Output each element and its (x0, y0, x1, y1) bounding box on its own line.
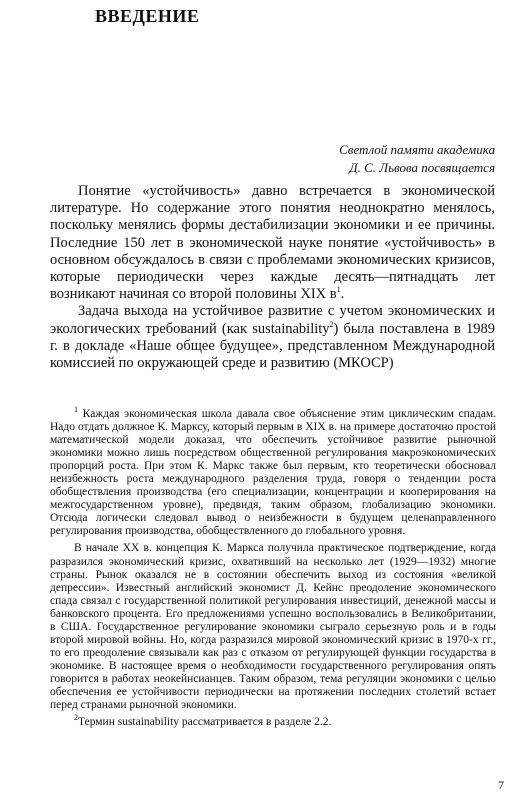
paragraph-1-end: . (340, 286, 345, 303)
footnote-ref-2: 2 (329, 319, 334, 329)
paragraph-2 (50, 303, 495, 372)
paragraph-1 (50, 183, 495, 303)
footnote-ref-1: 1 (336, 285, 341, 295)
dedication-line-1: Светлой памяти академика (339, 142, 495, 157)
footnote-2-text: Термин sustainability рассматривается в разделе 2.2. (78, 716, 332, 729)
chapter-heading: ВВЕДЕНИЕ (95, 6, 200, 26)
paragraph-1-text: Понятие «устойчивость» давно встречается в экономической литературе. Но содержание этого понятия неоднократно менялось, поскольку менялись формы дестабилизации экономики и ее причины. Последние 150 лет в экономической науке понятие «устойчивость» в основном обсуждалось в связи с проблемами экономических кризисов, которые периодически через каждые десять—пятнадцать лет возникают начиная со второй половины XIX в (50, 183, 495, 303)
footnote-1-para-1-text: Каждая экономическая школа давала свое объяснение этим циклическим спадам. Надо отдать должное К. Марксу, который первым в XIX в. на примере достаточно простой математической модели доказал, что обеспечить устойчивое развитие рыночной экономики можно лишь посредством общественной регулирования макроэкономических пропорций роста. При этом К. Маркс также был первым, кто теоретически обосновал неизбежность роста международного разделения труда, говоря о тенденции роста обобществления производства (его специализации, концентрации и кооперирования на межгосударственном уровне), предвидя, таким образом, глобализацию экономики. Отсюда логически следовал вывод о неизбежности в будущем целенаправленного регулирования производства, обобществленного до глобального уровня. (50, 408, 497, 538)
footnote-2-marker: 2 (74, 713, 78, 723)
dedication (295, 141, 495, 177)
page-number: 7 (498, 778, 504, 792)
paragraph-2-start: Задача выхода на устойчивое развитие с учетом экономических и экологических требований (как sustainability (50, 303, 495, 337)
dedication-line-2: Д. С. Львова посвящается (349, 160, 495, 175)
paragraph-2-end: ) была поставлена в 1989 г. в докладе «Наше общее будущее», представленном Международной комиссией по окружающей среде и развитию (МКОСР) (50, 320, 495, 372)
footnote-1-marker: 1 (74, 405, 78, 415)
footnote-1-para-1 (50, 405, 497, 538)
footnotes-section (50, 405, 497, 733)
footnote-1-para-2: В начале XX в. концепция К. Маркса получила практическое подтверждение, когда разразился экономический кризис, охвативший на несколько лет (1929—1932) многие страны. Рынок оказался не в состоянии обеспечить выход из состояния «великой депрессии». Известный английский экономист Д. Кейнс преодоление экономического спада связал с государственной политикой регулирования инвестиций, денежной массы и банковского процента. Его предложениями успешно воспользовались в Великобритании, в США. Государственное регулирование экономики сыграло серьезную роль и в годы второй мировой войны. Но, когда разразился мировой экономический кризис в 1970-х гг., то его преодоление связывали как раз с отказом от регулирующей функции государства в экономике. В настоящее время о необходимости государственного регулирования опять говорится в работах неокейнсианцев. Таким образом, тема регуляции экономики с целью обеспечения ее устойчивости периодически на протяжении последних столетий встает перед странами рыночной экономики. (50, 542, 496, 712)
footnote-2 (50, 713, 496, 729)
main-text (50, 183, 495, 372)
